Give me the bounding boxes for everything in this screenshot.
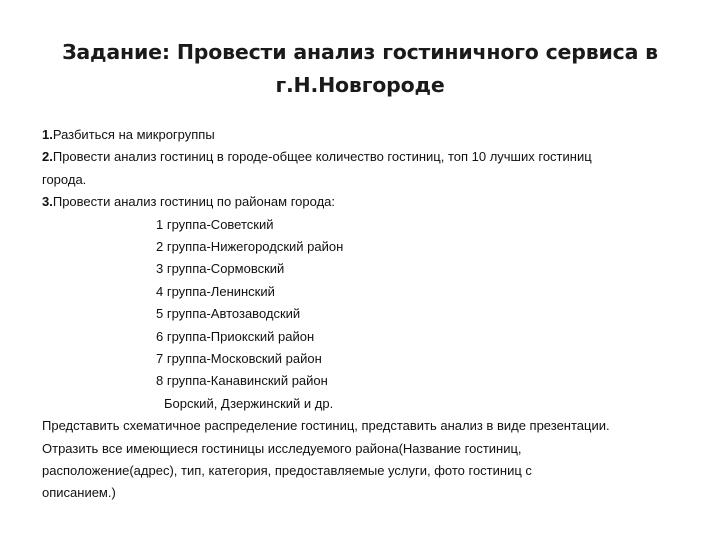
instruction-display-line-2: расположение(адрес), тип, категория, предоставляемые услуги, фото гостиниц с: [42, 462, 532, 478]
task-item-3: [42, 191, 692, 213]
task-text: Провести анализ гостиниц в городе-общее количество гостиниц, топ 10 лучших гостиниц: [52, 149, 592, 165]
task-item-2-continuation: города.: [42, 171, 87, 187]
instruction-present: Представить схематичное распределение гостиниц, представить анализ в виде презентации.: [42, 418, 610, 434]
group-item: 6 группа-Приокский район: [156, 328, 315, 344]
group-item: 3 группа-Сормовский: [156, 261, 285, 277]
slide-title: [40, 36, 680, 102]
group-item: 4 группа-Ленинский: [156, 283, 275, 299]
task-body: [42, 124, 692, 504]
group-item: 1 группа-Советский: [156, 216, 274, 232]
instruction-display-line-3: описанием.): [42, 484, 116, 500]
group-item: 5 группа-Автозаводский: [156, 306, 301, 322]
title-line-2: г.Н.Новгороде: [275, 73, 445, 97]
group-item: 7 группа-Московский район: [156, 351, 322, 367]
task-number: 2.: [42, 149, 53, 165]
task-text: Провести анализ гостиниц по районам города:: [52, 194, 336, 210]
group-item: 2 группа-Нижегородский район: [156, 239, 344, 255]
task-item-2: [42, 146, 692, 168]
task-item-1: [42, 124, 692, 146]
extra-districts: Борский, Дзержинский и др.: [164, 395, 334, 411]
title-line-1: Задание: Провести анализ гостиничного сервиса в: [62, 40, 658, 64]
group-item: 8 группа-Канавинский район: [156, 373, 328, 389]
task-number: 1.: [42, 127, 53, 142]
task-number: 3.: [42, 194, 53, 210]
instruction-display-line-1: Отразить все имеющиеся гостиницы исследуемого района(Название гостиниц,: [42, 440, 522, 456]
task-text: Разбиться на микрогруппы: [52, 127, 215, 142]
